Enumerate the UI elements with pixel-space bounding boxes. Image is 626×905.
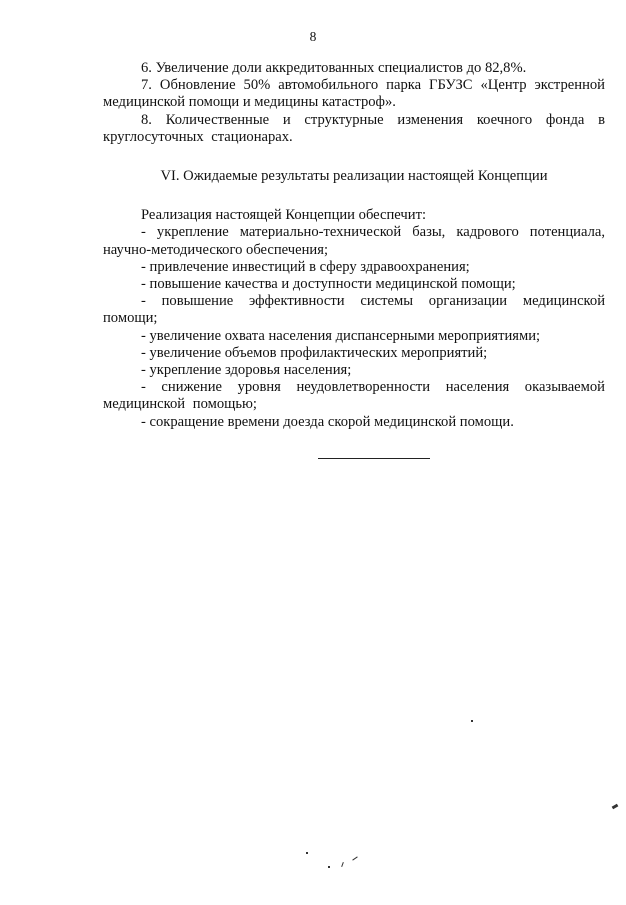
section-intro: Реализация настоящей Концепции обеспечит: [141,207,426,224]
scan-speck [471,720,473,722]
result-item: - увеличение объемов профилактических мероприятий; [141,344,488,361]
section-heading: VI. Ожидаемые результаты реализации настоящей Концепции [160,168,548,185]
result-item: - снижение уровня неудовлетворенности населения оказываемой медицинской помощью; [103,379,605,413]
result-item: - привлечение инвестиций в сферу здравоохранения; [141,258,470,275]
scan-speck [352,856,357,860]
scan-speck [306,852,308,854]
result-item: - увеличение охвата населения диспансерными мероприятиями; [141,327,541,344]
list-item: 7. Обновление 50% автомобильного парка ГБУЗС «Центр экстренной медицинской помощи и медицины катастроф». [103,77,605,111]
result-item: - укрепление материально-технической базы, кадрового потенциала, научно-методического обеспечения; [103,224,605,258]
list-item: 8. Количественные и структурные изменения коечного фонда в круглосуточных стационарах. [103,111,605,145]
scan-speck [328,866,330,868]
result-item: - повышение качества и доступности медицинской помощи; [141,276,516,293]
scan-speck [341,862,344,867]
result-item: - повышение эффективности системы организации медицинской помощи; [103,293,605,327]
document-body [103,60,605,431]
end-separator-line [318,458,430,459]
result-item: - укрепление здоровья населения; [141,362,352,379]
page-number: 8 [309,29,317,44]
result-item: - сокращение времени доезда скорой медицинской помощи. [141,413,514,430]
list-item: 6. Увеличение доли аккредитованных специалистов до 82,8%. [141,60,527,76]
scan-speck [612,804,619,810]
